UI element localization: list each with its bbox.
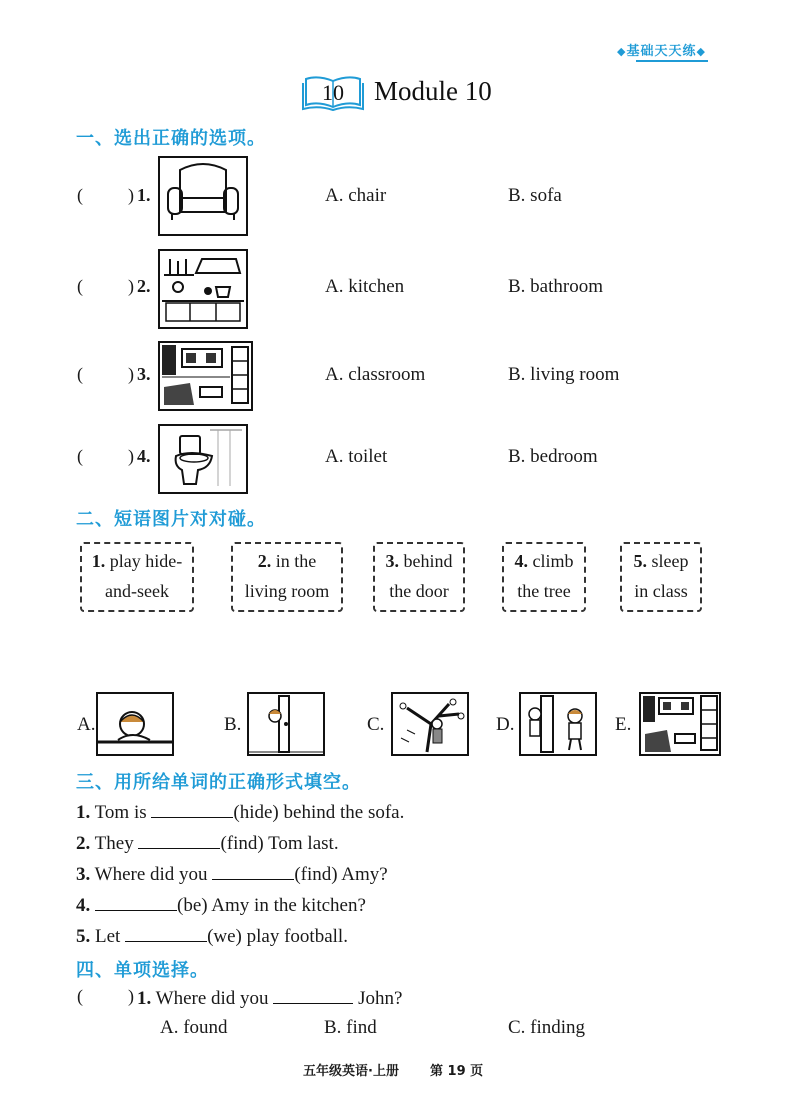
choice-option-c[interactable]: C. finding	[508, 1017, 586, 1038]
option-a: A. chair	[325, 185, 387, 206]
toilet-picture	[158, 424, 248, 494]
choice-option-a[interactable]: A. found	[160, 1017, 228, 1038]
answer-paren-close: )	[128, 446, 134, 466]
phrase-card	[231, 542, 343, 612]
option-a: A. toilet	[325, 446, 388, 467]
phrase-number: 2.	[257, 551, 272, 571]
module-number: 10	[322, 80, 344, 105]
phrase-line2: the door	[389, 581, 449, 601]
answer-blank[interactable]	[273, 986, 353, 1004]
open-book-icon	[302, 73, 364, 111]
answer-paren-close: )	[128, 276, 134, 296]
option-b: B. sofa	[508, 185, 562, 206]
phrase-card	[502, 542, 586, 612]
sentence-number: 1.	[76, 802, 91, 823]
answer-paren-close: )	[128, 364, 134, 384]
answer-blank[interactable]	[95, 893, 177, 911]
question-number: 4.	[137, 446, 151, 466]
phrase-line1: sleep	[647, 551, 689, 571]
sentence-number: 2.	[76, 833, 91, 854]
fill-blank-sentence: 5. Let (we) play football.	[76, 926, 348, 947]
phrase-line2: the tree	[517, 581, 571, 601]
phrase-card	[373, 542, 465, 612]
question-number: 1.	[137, 185, 151, 205]
section1-heading: 一、选出正确的选项。	[76, 128, 266, 149]
question-number: 3.	[137, 364, 151, 384]
question-number: 1.	[137, 988, 152, 1009]
answer-paren-close: )	[128, 185, 134, 205]
phrase-line2: living room	[244, 581, 330, 601]
answer-blank[interactable]	[151, 800, 233, 818]
phrase-number: 1.	[91, 551, 106, 571]
picture-label: A.	[77, 714, 96, 735]
phrase-line1: climb	[528, 551, 574, 571]
option-b: B. bedroom	[508, 446, 598, 467]
section2-heading: 二、短语图片对对碰。	[76, 509, 266, 530]
phrase-number: 3.	[385, 551, 399, 571]
diamond-icon: ◆	[696, 45, 706, 58]
choice-option-b[interactable]: B. find	[324, 1017, 377, 1038]
phrase-card	[80, 542, 194, 612]
series-tag	[617, 40, 706, 59]
answer-paren-open: (	[77, 185, 83, 205]
option-b: B. living room	[508, 364, 620, 385]
fill-blank-sentence: 3. Where did you (find) Amy?	[76, 864, 388, 885]
answer-paren-open: (	[77, 986, 83, 1006]
answer-paren-open: (	[77, 364, 83, 384]
answer-blank[interactable]	[138, 831, 220, 849]
answer-paren-open: (	[77, 276, 83, 296]
choice-question: 1. Where did you John?	[137, 988, 403, 1009]
fill-blank-sentence: 1. Tom is (hide) behind the sofa.	[76, 802, 405, 823]
picture-label: C.	[367, 714, 385, 735]
module-title: Module 10	[374, 76, 492, 106]
series-tag-text: 基础天天练	[626, 44, 697, 59]
picture-label: E.	[615, 714, 632, 735]
living-room-picture	[158, 341, 253, 411]
tag-underline	[636, 60, 708, 62]
phrase-line2: in class	[634, 581, 688, 601]
phrase-line1: in the	[271, 551, 317, 571]
page-number: 第 19 页	[430, 1064, 484, 1079]
phrase-line1: play hide-	[105, 551, 183, 571]
picture-label: B.	[224, 714, 242, 735]
kitchen-picture	[158, 249, 248, 329]
answer-paren-close: )	[128, 986, 134, 1006]
answer-blank[interactable]	[125, 924, 207, 942]
section3-heading: 三、用所给单词的正确形式填空。	[76, 772, 361, 793]
diamond-icon: ◆	[617, 45, 627, 58]
sofa-picture	[158, 156, 248, 236]
phrase-line2: and-seek	[105, 581, 169, 601]
fill-blank-sentence: 2. They (find) Tom last.	[76, 833, 339, 854]
section4-heading: 四、单项选择。	[76, 960, 209, 981]
footer-book-title: 五年级英语·上册	[303, 1064, 399, 1079]
sentence-number: 4.	[76, 895, 91, 916]
sleeping-boy-picture	[96, 692, 174, 756]
sentence-number: 5.	[76, 926, 91, 947]
hide-and-seek-picture	[519, 692, 597, 756]
phrase-number: 4.	[514, 551, 528, 571]
fill-blank-sentence: 4. (be) Amy in the kitchen?	[76, 895, 366, 916]
answer-blank[interactable]	[212, 862, 294, 880]
answer-paren-open: (	[77, 446, 83, 466]
phrase-number: 5.	[633, 551, 647, 571]
option-b: B. bathroom	[508, 276, 603, 297]
sentence-number: 3.	[76, 864, 91, 885]
option-a: A. classroom	[325, 364, 426, 385]
climb-tree-picture	[391, 692, 469, 756]
phrase-card	[620, 542, 702, 612]
phrase-line1: behind	[399, 551, 453, 571]
behind-door-picture	[247, 692, 325, 756]
living-room-picture	[639, 692, 721, 756]
question-number: 2.	[137, 276, 151, 296]
option-a: A. kitchen	[325, 276, 405, 297]
picture-label: D.	[496, 714, 515, 735]
